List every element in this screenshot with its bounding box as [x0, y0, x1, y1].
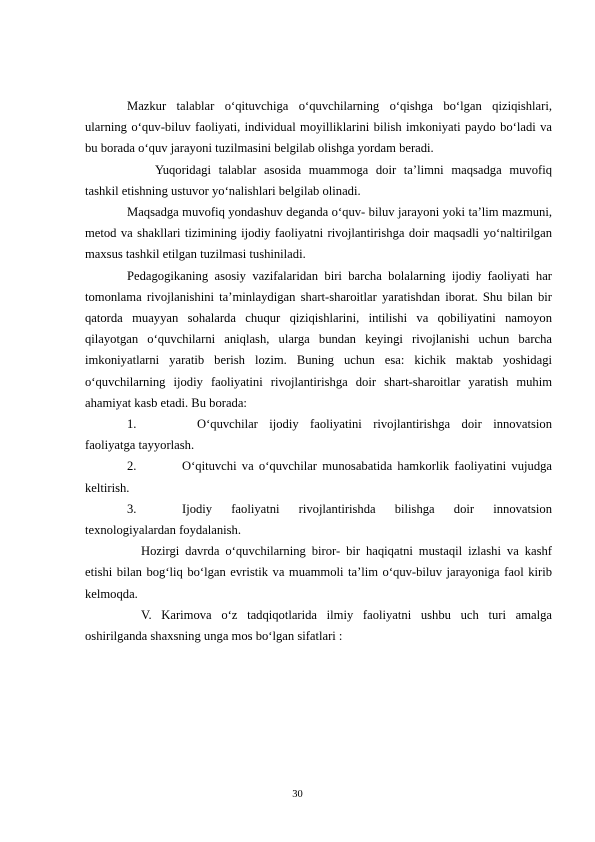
list-item-text: O‘qituvchi va o‘quvchilar munosabatida hamkorlik faoliyatini vujudga keltirish. [85, 459, 552, 495]
page-number: 30 [292, 789, 303, 800]
list-item-number: 1. [127, 417, 137, 432]
list-item [85, 456, 552, 498]
body-text [85, 96, 552, 647]
list-item-text: O‘quvchilar ijodiy faoliyatini rivojlantirishga doir innovatsion faoliyatga tayyorlash. [85, 417, 552, 453]
paragraph-pedagogy-tasks: Pedagogikaning asosiy vazifalaridan biri barcha bolalarning ijodiy faoliyati har tomonlama rivojlanishini ta’minlaydigan shart-sharoitlar yaratishdan iborat. Shu bilan bir qatorda muayyan sohalarda chuqur qiziqishlarini, intilishi va qobiliyatini namoyon qilayotgan o‘quvchilarni aniqlash, ularga bundan keyingi rivojlanishi uchun barcha imkoniyatlarni yaratib berish lozim. Buning uchun esa: kichik maktab yoshidagi o‘quvchilarning ijodiy faoliyatini rivojlantirishga doir shart-sharoitlar yaratish muhim ahamiyat kasb etadi. Bu borada: [85, 268, 552, 410]
paragraph-requirements: Mazkur talablar o‘qituvchiga o‘quvchilarning o‘qishga bo‘lgan qiziqishlari, ularning o‘quv-biluv faoliyati, individual moyilliklarini bilish imkoniyati paydo bo‘ladi va bu borada o‘quv jarayoni tuzilmasini belgilab olishga yordam beradi. [85, 99, 552, 156]
list-item-text: Ijodiy faoliyatni rivojlantirishda bilishga doir innovatsion texnologiyalardan foydalanish. [85, 501, 552, 538]
paragraph-karimova-research: V. Karimova o‘z tadqiqotlarida ilmiy faoliyatni ushbu uch turi amalga oshirilganda shaxsning unga mos bo‘lgan sifatlari : [85, 607, 552, 644]
paragraph-priority-directions: Yuqoridagi talablar asosida muammoga doir ta’limni maqsadga muvofiq tashkil etishning ustuvor yo‘nalishlari belgilab olinadi. [85, 162, 552, 198]
paragraph-heuristic-learning: Hozirgi davrda o‘quvchilarning biror- bir haqiqatni mustaqil izlashi va kashf etishi bilan bog‘liq bo‘lgan evristik va muammoli ta’lim o‘quv-biluv jarayoniga faol kirib kelmoqda. [85, 544, 552, 601]
list-item [85, 499, 552, 541]
list-item-number: 3. [127, 501, 137, 516]
paragraph-purposeful-approach: Maqsadga muvofiq yondashuv deganda o‘quv- biluv jarayoni yoki ta’lim mazmuni, metod va shakllari tizimining ijodiy faoliyatni rivojlantirishga doir maqsadli yo‘naltirilgan maxsus tashkil etilgan tuzilmasi tushiniladi. [85, 205, 552, 262]
list-item-number: 2. [127, 459, 137, 474]
list-item [85, 414, 552, 456]
